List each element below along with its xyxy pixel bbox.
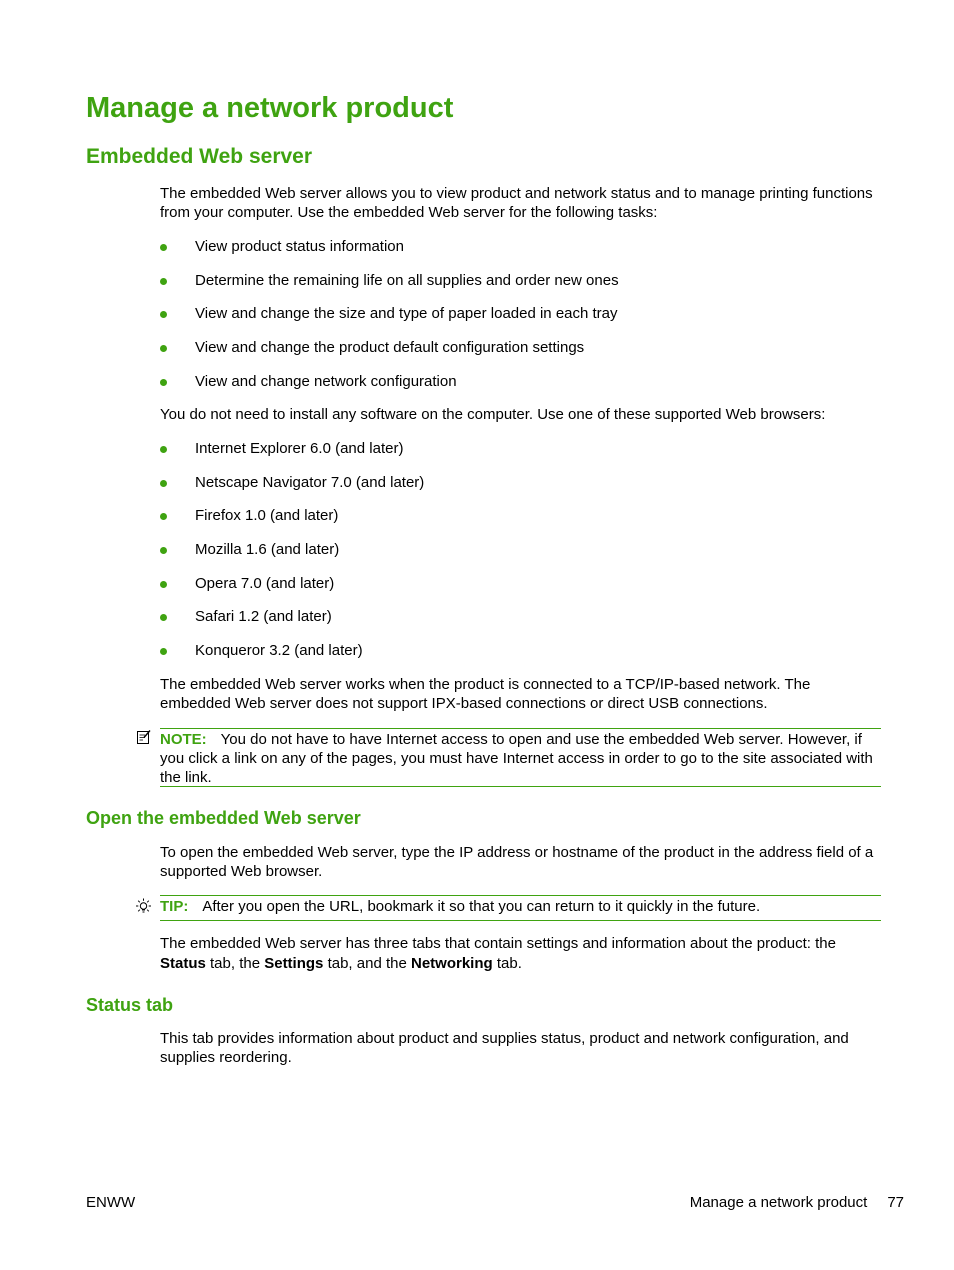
browsers-intro-paragraph: You do not need to install any software on the computer. Use one of these supported Web browsers:: [160, 406, 826, 423]
network-paragraph: The embedded Web server works when the product is connected to a TCP/IP-based network. The embedded Web server does not support IPX-based connections or direct USB connections.: [160, 676, 811, 712]
bullet-icon: [160, 311, 167, 318]
page-title: Manage a network product: [86, 92, 454, 124]
bullet-icon: [160, 513, 167, 520]
footer-left: ENWW: [86, 1194, 136, 1211]
bullet-icon: [160, 446, 167, 453]
open-paragraph: To open the embedded Web server, type the IP address or hostname of the product in the address field of a supported Web browser.: [160, 844, 874, 880]
bullet-icon: [160, 379, 167, 386]
note-pencil-icon: [137, 730, 151, 744]
bullet-icon: [160, 345, 167, 352]
lightbulb-icon: [135, 898, 152, 915]
bullet-icon: [160, 614, 167, 621]
tabs-paragraph: The embedded Web server has three tabs that contain settings and information about the product: the Status tab, the Settings tab, and the Networking tab.: [160, 935, 836, 972]
note-text: You do not have to have Internet access to open and use the embedded Web server. However, if you click a link on any of the pages, you must have Internet access in order to go to the site associated with the link.: [160, 731, 873, 786]
page-number: 77: [887, 1194, 904, 1211]
document-page: Manage a network product Embedded Web server The embedded Web server allows you to view product and network status and to manage printing functions from your computer. Use the embedded Web server for the following tasks: View product status information Determine the remaining life on all supplies and order new ones View and change the size and type of paper loaded in each tray View and change the product default configuration settings View and change network configuration You do not need to install any software on the computer. Use one of these supported Web browsers: Internet Explorer 6.0 (and later) Netscape Navigator 7.0 (and later) Firefox 1.0 (and later) Mozilla 1.6 (and later) Opera 7.0 (and later) Safari 1.2 (and later) Konqueror 3.2 (and later) The embedded Web server works when the product is connected to a TCP/IP-based network. The embedded Web server does not support IPX-based connections or direct USB connections. NOTE: You do not have to have Internet access to open and use the embedded Web server. However, if you click a link on any of the pages, you must have Internet access in order to go to the site associated with the link. Open the embedded Web server To open the embedded Web server, type the IP address or hostname of the product in the address field of a supported Web browser. TIP: After you open the URL, bookmark it so that you can return to it quickly in the future. The embedded Web server has three tabs that contain settings and information about the product: the Status tab, the Settings tab, and the Networking tab. Status tab This tab provides information about product and supplies status, product and network configuration, and supplies reordering. ENWW Manage a network product 77: [86, 92, 904, 1211]
bullet-icon: [160, 480, 167, 487]
status-tab-name: Status: [160, 955, 206, 972]
status-paragraph: This tab provides information about product and supplies status, product and network configuration, and supplies reordering.: [160, 1030, 849, 1066]
bullet-icon: [160, 581, 167, 588]
bullet-icon: [160, 547, 167, 554]
footer-title: Manage a network product: [689, 1194, 868, 1211]
section-heading-embedded-web-server: Embedded Web server: [86, 145, 313, 168]
tip-label: TIP:: [160, 898, 189, 915]
settings-tab-name: Settings: [264, 955, 324, 972]
tip-callout: [160, 895, 881, 921]
bullet-icon: [160, 244, 167, 251]
bullet-icon: [160, 278, 167, 285]
bullet-icon: [160, 648, 167, 655]
footer-right: [690, 1194, 904, 1211]
note-callout: [160, 728, 881, 787]
section-heading-open-web-server: Open the embedded Web server: [86, 808, 361, 828]
tip-text: After you open the URL, bookmark it so that you can return to it quickly in the future.: [202, 898, 761, 915]
intro-paragraph: The embedded Web server allows you to view product and network status and to manage printing functions from your computer. Use the embedded Web server for the following tasks:: [160, 185, 873, 221]
note-label: NOTE:: [160, 731, 207, 748]
section-heading-status-tab: Status tab: [86, 995, 174, 1015]
networking-tab-name: Networking: [410, 955, 493, 972]
